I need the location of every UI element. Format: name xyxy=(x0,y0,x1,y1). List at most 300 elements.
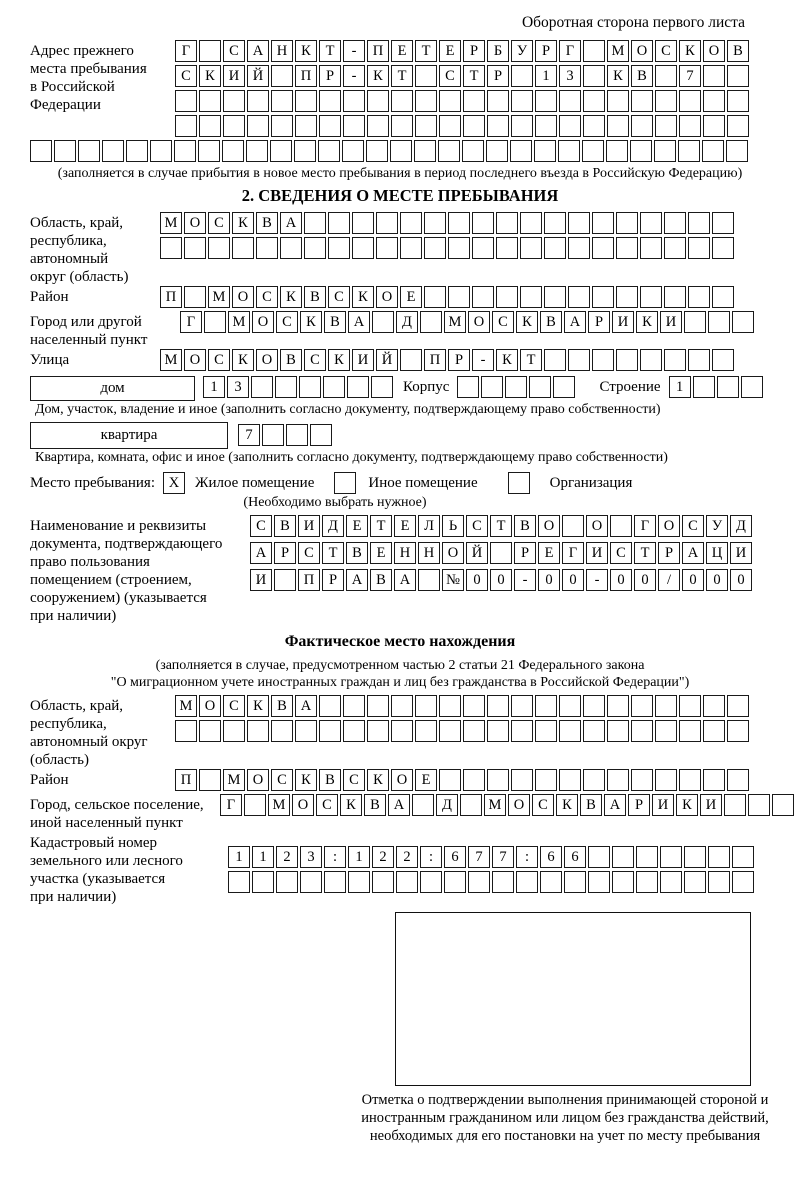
char-box[interactable] xyxy=(592,286,614,308)
char-box[interactable] xyxy=(328,212,350,234)
char-box[interactable] xyxy=(199,90,221,112)
apartment-row[interactable] xyxy=(238,424,334,446)
char-box[interactable] xyxy=(78,140,100,162)
char-box[interactable]: В xyxy=(256,212,278,234)
char-box[interactable] xyxy=(376,237,398,259)
char-box[interactable] xyxy=(271,720,293,742)
char-box[interactable] xyxy=(655,115,677,137)
char-box[interactable] xyxy=(660,871,682,893)
char-box[interactable]: Д xyxy=(730,515,752,537)
char-box[interactable]: О xyxy=(508,794,530,816)
char-box[interactable] xyxy=(693,376,715,398)
char-box[interactable] xyxy=(490,542,512,564)
char-box[interactable] xyxy=(640,286,662,308)
char-box[interactable] xyxy=(418,569,440,591)
korpus-row[interactable] xyxy=(457,376,577,398)
char-box[interactable] xyxy=(342,140,364,162)
prev-address-row-2[interactable] xyxy=(175,65,751,87)
char-box[interactable]: И xyxy=(586,542,608,564)
char-box[interactable] xyxy=(540,871,562,893)
char-box[interactable] xyxy=(684,311,706,333)
char-box[interactable] xyxy=(102,140,124,162)
char-box[interactable]: Р xyxy=(448,349,470,371)
char-box[interactable]: С xyxy=(208,212,230,234)
char-box[interactable] xyxy=(199,769,221,791)
char-box[interactable] xyxy=(295,720,317,742)
stay-type-checkbox-residential[interactable] xyxy=(163,472,187,494)
char-box[interactable]: Т xyxy=(634,542,656,564)
char-box[interactable]: С xyxy=(304,349,326,371)
char-box[interactable] xyxy=(463,695,485,717)
char-box[interactable] xyxy=(246,140,268,162)
char-box[interactable] xyxy=(511,720,533,742)
char-box[interactable] xyxy=(732,871,754,893)
char-box[interactable] xyxy=(516,871,538,893)
char-box[interactable] xyxy=(588,871,610,893)
char-box[interactable] xyxy=(396,871,418,893)
char-box[interactable]: Ц xyxy=(706,542,728,564)
char-box[interactable] xyxy=(688,212,710,234)
char-box[interactable]: П xyxy=(175,769,197,791)
char-box[interactable] xyxy=(558,140,580,162)
char-box[interactable] xyxy=(583,695,605,717)
char-box[interactable] xyxy=(223,115,245,137)
char-box[interactable] xyxy=(559,115,581,137)
char-box[interactable] xyxy=(367,90,389,112)
char-box[interactable]: К xyxy=(300,311,322,333)
char-box[interactable] xyxy=(535,720,557,742)
char-box[interactable]: 2 xyxy=(396,846,418,868)
char-box[interactable]: Т xyxy=(322,542,344,564)
char-box[interactable]: 2 xyxy=(276,846,298,868)
char-box[interactable]: О xyxy=(252,311,274,333)
char-box[interactable]: О xyxy=(292,794,314,816)
char-box[interactable] xyxy=(222,140,244,162)
char-box[interactable] xyxy=(727,115,749,137)
char-box[interactable]: В xyxy=(514,515,536,537)
char-box[interactable] xyxy=(294,140,316,162)
char-box[interactable] xyxy=(175,720,197,742)
char-box[interactable]: Л xyxy=(418,515,440,537)
char-box[interactable]: А xyxy=(346,569,368,591)
char-box[interactable]: Р xyxy=(463,40,485,62)
char-box[interactable] xyxy=(664,349,686,371)
char-box[interactable]: В xyxy=(271,695,293,717)
char-box[interactable] xyxy=(592,237,614,259)
char-box[interactable] xyxy=(496,212,518,234)
char-box[interactable] xyxy=(271,90,293,112)
char-box[interactable] xyxy=(247,115,269,137)
char-box[interactable] xyxy=(372,871,394,893)
char-box[interactable]: П xyxy=(298,569,320,591)
char-box[interactable]: В xyxy=(580,794,602,816)
char-box[interactable] xyxy=(424,212,446,234)
char-box[interactable]: К xyxy=(232,212,254,234)
char-box[interactable] xyxy=(606,140,628,162)
char-box[interactable]: Н xyxy=(394,542,416,564)
char-box[interactable] xyxy=(568,212,590,234)
char-box[interactable] xyxy=(655,769,677,791)
char-box[interactable] xyxy=(703,720,725,742)
char-box[interactable] xyxy=(727,90,749,112)
char-box[interactable]: Б xyxy=(487,40,509,62)
stay-type-checkbox-organization[interactable] xyxy=(508,472,532,494)
prev-address-row-4[interactable] xyxy=(175,115,751,137)
char-box[interactable] xyxy=(535,90,557,112)
char-box[interactable]: М xyxy=(444,311,466,333)
char-box[interactable] xyxy=(367,720,389,742)
char-box[interactable]: Н xyxy=(271,40,293,62)
region-row-2[interactable] xyxy=(160,237,736,259)
char-box[interactable]: А xyxy=(295,695,317,717)
char-box[interactable] xyxy=(559,769,581,791)
char-box[interactable]: О xyxy=(184,349,206,371)
char-box[interactable]: С xyxy=(271,769,293,791)
char-box[interactable] xyxy=(481,376,503,398)
char-box[interactable]: М xyxy=(268,794,290,816)
char-box[interactable] xyxy=(150,140,172,162)
char-box[interactable]: Р xyxy=(658,542,680,564)
char-box[interactable]: О xyxy=(538,515,560,537)
char-box[interactable]: Т xyxy=(463,65,485,87)
char-box[interactable]: Т xyxy=(520,349,542,371)
char-box[interactable] xyxy=(462,140,484,162)
prev-address-overflow-row[interactable] xyxy=(30,140,800,162)
char-box[interactable] xyxy=(295,90,317,112)
char-box[interactable] xyxy=(184,286,206,308)
char-box[interactable]: С xyxy=(328,286,350,308)
char-box[interactable] xyxy=(299,376,321,398)
char-box[interactable]: В xyxy=(540,311,562,333)
char-box[interactable] xyxy=(463,115,485,137)
char-box[interactable] xyxy=(654,140,676,162)
char-box[interactable]: К xyxy=(340,794,362,816)
char-box[interactable]: Е xyxy=(370,542,392,564)
char-box[interactable]: 3 xyxy=(559,65,581,87)
char-box[interactable]: Р xyxy=(628,794,650,816)
char-box[interactable] xyxy=(448,237,470,259)
char-box[interactable]: М xyxy=(484,794,506,816)
char-box[interactable]: С xyxy=(610,542,632,564)
char-box[interactable] xyxy=(508,472,530,494)
char-box[interactable] xyxy=(655,65,677,87)
char-box[interactable]: Т xyxy=(415,40,437,62)
char-box[interactable]: К xyxy=(295,769,317,791)
char-box[interactable] xyxy=(319,695,341,717)
char-box[interactable] xyxy=(463,720,485,742)
cadastral-row-1[interactable] xyxy=(228,846,756,868)
char-box[interactable] xyxy=(199,115,221,137)
char-box[interactable] xyxy=(612,846,634,868)
char-box[interactable] xyxy=(324,871,346,893)
char-box[interactable]: 6 xyxy=(564,846,586,868)
char-box[interactable]: Д xyxy=(436,794,458,816)
char-box[interactable]: 0 xyxy=(682,569,704,591)
char-box[interactable] xyxy=(660,846,682,868)
char-box[interactable]: С xyxy=(316,794,338,816)
char-box[interactable] xyxy=(415,65,437,87)
char-box[interactable] xyxy=(487,115,509,137)
char-box[interactable]: Н xyxy=(418,542,440,564)
char-box[interactable] xyxy=(703,90,725,112)
char-box[interactable]: П xyxy=(367,40,389,62)
char-box[interactable] xyxy=(286,424,308,446)
char-box[interactable] xyxy=(726,140,748,162)
char-box[interactable] xyxy=(175,90,197,112)
char-box[interactable] xyxy=(535,115,557,137)
prev-address-row-3[interactable] xyxy=(175,90,751,112)
char-box[interactable]: М xyxy=(208,286,230,308)
char-box[interactable]: М xyxy=(175,695,197,717)
char-box[interactable] xyxy=(376,212,398,234)
char-box[interactable] xyxy=(420,311,442,333)
char-box[interactable]: А xyxy=(394,569,416,591)
char-box[interactable] xyxy=(439,115,461,137)
char-box[interactable] xyxy=(588,846,610,868)
char-box[interactable]: Т xyxy=(370,515,392,537)
char-box[interactable] xyxy=(54,140,76,162)
char-box[interactable] xyxy=(448,212,470,234)
char-box[interactable]: С xyxy=(682,515,704,537)
char-box[interactable]: К xyxy=(247,695,269,717)
char-box[interactable]: У xyxy=(511,40,533,62)
char-box[interactable]: М xyxy=(223,769,245,791)
char-box[interactable] xyxy=(535,769,557,791)
char-box[interactable]: И xyxy=(652,794,674,816)
char-box[interactable]: А xyxy=(250,542,272,564)
char-box[interactable] xyxy=(678,140,700,162)
char-box[interactable] xyxy=(262,424,284,446)
stroenie-row[interactable] xyxy=(669,376,765,398)
char-box[interactable] xyxy=(352,212,374,234)
char-box[interactable]: Т xyxy=(319,40,341,62)
char-box[interactable]: 1 xyxy=(252,846,274,868)
char-box[interactable]: Р xyxy=(535,40,557,62)
char-box[interactable] xyxy=(487,695,509,717)
char-box[interactable]: В xyxy=(324,311,346,333)
char-box[interactable] xyxy=(280,237,302,259)
char-box[interactable]: В xyxy=(319,769,341,791)
char-box[interactable] xyxy=(511,769,533,791)
char-box[interactable] xyxy=(630,140,652,162)
char-box[interactable] xyxy=(520,212,542,234)
char-box[interactable]: Е xyxy=(394,515,416,537)
char-box[interactable]: 1 xyxy=(228,846,250,868)
char-box[interactable]: В xyxy=(631,65,653,87)
char-box[interactable] xyxy=(468,871,490,893)
char-box[interactable]: В xyxy=(364,794,386,816)
char-box[interactable] xyxy=(366,140,388,162)
char-box[interactable] xyxy=(592,212,614,234)
char-box[interactable] xyxy=(636,871,658,893)
char-box[interactable] xyxy=(318,140,340,162)
char-box[interactable]: 7 xyxy=(679,65,701,87)
char-box[interactable]: О xyxy=(468,311,490,333)
char-box[interactable]: Т xyxy=(391,65,413,87)
char-box[interactable]: Е xyxy=(400,286,422,308)
char-box[interactable]: В xyxy=(346,542,368,564)
char-box[interactable] xyxy=(511,115,533,137)
char-box[interactable] xyxy=(655,720,677,742)
char-box[interactable] xyxy=(270,140,292,162)
char-box[interactable] xyxy=(310,424,332,446)
char-box[interactable] xyxy=(583,115,605,137)
char-box[interactable]: О xyxy=(391,769,413,791)
char-box[interactable]: - xyxy=(343,65,365,87)
char-box[interactable] xyxy=(631,720,653,742)
char-box[interactable]: Д xyxy=(396,311,418,333)
char-box[interactable] xyxy=(732,311,754,333)
char-box[interactable]: К xyxy=(199,65,221,87)
char-box[interactable] xyxy=(372,311,394,333)
char-box[interactable]: Г xyxy=(562,542,584,564)
char-box[interactable] xyxy=(496,286,518,308)
char-box[interactable]: У xyxy=(706,515,728,537)
char-box[interactable]: В xyxy=(280,349,302,371)
char-box[interactable]: О xyxy=(442,542,464,564)
char-box[interactable] xyxy=(415,115,437,137)
char-box[interactable]: В xyxy=(370,569,392,591)
char-box[interactable] xyxy=(415,695,437,717)
char-box[interactable] xyxy=(319,90,341,112)
char-box[interactable]: 6 xyxy=(540,846,562,868)
char-box[interactable]: Р xyxy=(322,569,344,591)
char-box[interactable]: П xyxy=(160,286,182,308)
char-box[interactable] xyxy=(703,65,725,87)
char-box[interactable] xyxy=(256,237,278,259)
char-box[interactable] xyxy=(679,695,701,717)
char-box[interactable]: : xyxy=(420,846,442,868)
char-box[interactable]: М xyxy=(228,311,250,333)
char-box[interactable] xyxy=(544,286,566,308)
char-box[interactable]: 1 xyxy=(669,376,691,398)
char-box[interactable]: В xyxy=(727,40,749,62)
char-box[interactable]: Р xyxy=(319,65,341,87)
char-box[interactable]: 0 xyxy=(562,569,584,591)
char-box[interactable] xyxy=(160,237,182,259)
char-box[interactable]: А xyxy=(348,311,370,333)
char-box[interactable]: 0 xyxy=(634,569,656,591)
char-box[interactable] xyxy=(415,720,437,742)
char-box[interactable] xyxy=(631,90,653,112)
char-box[interactable] xyxy=(223,720,245,742)
char-box[interactable] xyxy=(334,472,356,494)
char-box[interactable] xyxy=(732,846,754,868)
cadastral-row-2[interactable] xyxy=(228,871,756,893)
char-box[interactable]: И xyxy=(700,794,722,816)
char-box[interactable] xyxy=(505,376,527,398)
char-box[interactable] xyxy=(582,140,604,162)
char-box[interactable]: С xyxy=(276,311,298,333)
char-box[interactable] xyxy=(228,871,250,893)
char-box[interactable] xyxy=(559,695,581,717)
char-box[interactable] xyxy=(703,695,725,717)
char-box[interactable] xyxy=(30,140,52,162)
char-box[interactable] xyxy=(492,871,514,893)
char-box[interactable]: С xyxy=(250,515,272,537)
al-district-row[interactable] xyxy=(175,769,751,791)
char-box[interactable] xyxy=(390,140,412,162)
char-box[interactable] xyxy=(688,286,710,308)
char-box[interactable] xyxy=(391,90,413,112)
char-box[interactable] xyxy=(631,115,653,137)
char-box[interactable]: К xyxy=(516,311,538,333)
char-box[interactable]: П xyxy=(295,65,317,87)
char-box[interactable] xyxy=(616,349,638,371)
char-box[interactable]: 1 xyxy=(203,376,225,398)
char-box[interactable] xyxy=(295,115,317,137)
char-box[interactable] xyxy=(727,720,749,742)
char-box[interactable] xyxy=(400,237,422,259)
char-box[interactable]: К xyxy=(352,286,374,308)
char-box[interactable]: А xyxy=(280,212,302,234)
char-box[interactable] xyxy=(415,90,437,112)
char-box[interactable] xyxy=(664,237,686,259)
char-box[interactable]: А xyxy=(682,542,704,564)
char-box[interactable]: А xyxy=(388,794,410,816)
char-box[interactable]: 6 xyxy=(444,846,466,868)
char-box[interactable]: Е xyxy=(538,542,560,564)
document-row-3[interactable] xyxy=(250,569,754,591)
char-box[interactable] xyxy=(529,376,551,398)
document-row-1[interactable] xyxy=(250,515,754,537)
char-box[interactable] xyxy=(703,769,725,791)
char-box[interactable] xyxy=(568,286,590,308)
district-row[interactable] xyxy=(160,286,736,308)
char-box[interactable]: К xyxy=(295,40,317,62)
char-box[interactable] xyxy=(688,349,710,371)
char-box[interactable] xyxy=(391,720,413,742)
char-box[interactable]: О xyxy=(247,769,269,791)
char-box[interactable]: 3 xyxy=(227,376,249,398)
char-box[interactable] xyxy=(252,871,274,893)
char-box[interactable] xyxy=(343,115,365,137)
al-city-row[interactable] xyxy=(220,794,796,816)
char-box[interactable] xyxy=(438,140,460,162)
char-box[interactable]: - xyxy=(586,569,608,591)
char-box[interactable]: А xyxy=(604,794,626,816)
char-box[interactable] xyxy=(679,90,701,112)
char-box[interactable] xyxy=(708,311,730,333)
char-box[interactable]: О xyxy=(586,515,608,537)
char-box[interactable] xyxy=(208,237,230,259)
char-box[interactable]: С xyxy=(466,515,488,537)
char-box[interactable]: О xyxy=(376,286,398,308)
char-box[interactable]: И xyxy=(352,349,374,371)
char-box[interactable] xyxy=(223,90,245,112)
char-box[interactable] xyxy=(271,65,293,87)
char-box[interactable]: Т xyxy=(490,515,512,537)
char-box[interactable] xyxy=(391,695,413,717)
char-box[interactable]: К xyxy=(328,349,350,371)
char-box[interactable]: К xyxy=(556,794,578,816)
prev-address-row-1[interactable] xyxy=(175,40,751,62)
char-box[interactable]: : xyxy=(324,846,346,868)
char-box[interactable] xyxy=(275,376,297,398)
char-box[interactable] xyxy=(688,237,710,259)
region-row-1[interactable] xyxy=(160,212,736,234)
char-box[interactable] xyxy=(712,237,734,259)
char-box[interactable] xyxy=(607,720,629,742)
char-box[interactable]: X xyxy=(163,472,185,494)
char-box[interactable] xyxy=(559,90,581,112)
char-box[interactable] xyxy=(679,720,701,742)
char-box[interactable] xyxy=(684,846,706,868)
char-box[interactable] xyxy=(444,871,466,893)
char-box[interactable] xyxy=(655,90,677,112)
char-box[interactable] xyxy=(463,90,485,112)
char-box[interactable] xyxy=(367,115,389,137)
